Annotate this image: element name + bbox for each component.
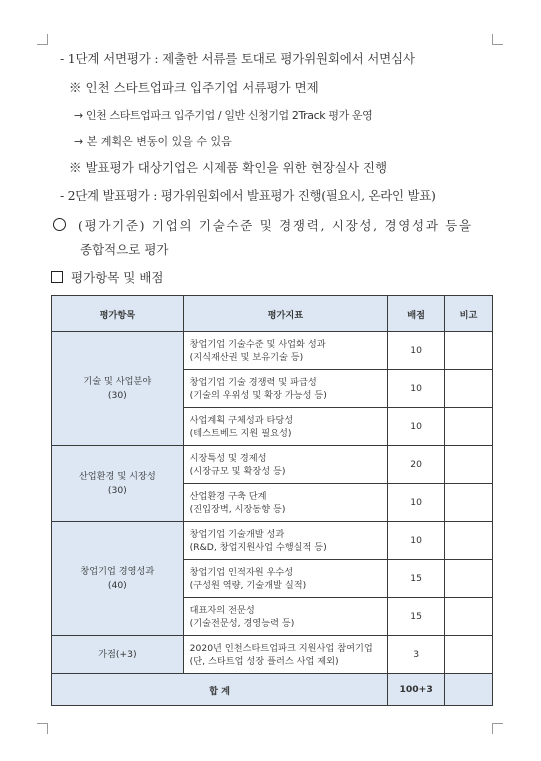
criteria-paragraph	[53, 216, 473, 234]
indicator-cell	[183, 484, 388, 522]
note-cell	[445, 636, 493, 674]
category-cell	[52, 332, 184, 446]
header-category: 평가항목	[52, 296, 184, 332]
score-cell: 10	[388, 522, 445, 560]
section-title-text: 평가항목 및 배점	[71, 270, 164, 285]
indicator-title: 창업기업 인적자원 우수성	[189, 566, 294, 578]
indicator-title: 시장특성 및 경제성	[189, 452, 267, 464]
category-name: 산업환경 및 시장성	[78, 470, 156, 482]
evaluation-table	[51, 295, 493, 706]
stage2-text: - 2단계 발표평가 : 평가위원회에서 발표평가 진행(필요시, 온라인 발표)	[60, 188, 436, 203]
indicator-detail: (지식재산권 및 보유기술 등)	[189, 351, 304, 363]
score-cell: 3	[388, 636, 445, 674]
section-title	[51, 268, 163, 286]
table-row	[52, 446, 493, 484]
note-cell	[445, 560, 493, 598]
category-name: 기술 및 사업분야	[83, 375, 152, 387]
indicator-detail: (구성원 역량, 기술개발 실적)	[189, 579, 307, 591]
table-header-row	[52, 296, 493, 332]
page-corner-mark	[492, 34, 503, 45]
indicator-title: 창업기업 기술수준 및 사업화 성과	[189, 338, 326, 350]
score-cell: 10	[388, 484, 445, 522]
indicator-cell	[183, 370, 388, 408]
page-corner-mark	[492, 723, 503, 734]
table-row	[52, 332, 493, 370]
header-indicator: 평가지표	[183, 296, 388, 332]
table-row	[52, 636, 493, 674]
indicator-cell	[183, 408, 388, 446]
note-2track-text: → 인천 스타트업파크 입주기업 / 일반 신청기업 2Track 평가 운영	[74, 109, 373, 122]
page-corner-mark	[37, 723, 48, 734]
note-cell	[445, 370, 493, 408]
indicator-cell	[183, 446, 388, 484]
total-label: 합 계	[52, 674, 388, 706]
criteria-text-1: (평가기준) 기업의 기술수준 및 경쟁력, 시장성, 경영성과 등을	[78, 218, 473, 233]
note-exempt-text: ※ 인천 스타트업파크 입주기업 서류평가 면제	[69, 80, 319, 95]
category-name: 가점(+3)	[98, 648, 137, 660]
indicator-cell	[183, 332, 388, 370]
indicator-cell	[183, 522, 388, 560]
category-cell	[52, 522, 184, 636]
indicator-detail: (기술의 우위성 및 확장 가능성 등)	[189, 389, 327, 401]
score-cell: 20	[388, 446, 445, 484]
indicator-title: 대표자의 전문성	[189, 604, 255, 616]
table-row	[52, 522, 493, 560]
stage1-text: - 1단계 서면평가 : 제출한 서류를 토대로 평가위원회에서 서면심사	[60, 51, 415, 66]
note-cell	[445, 332, 493, 370]
header-score: 배점	[388, 296, 445, 332]
score-cell: 15	[388, 598, 445, 636]
indicator-cell	[183, 560, 388, 598]
category-name: 창업기업 경영성과	[80, 565, 155, 577]
indicator-detail: (진입장벽, 시장동향 등)	[189, 503, 286, 515]
note-cell	[445, 522, 493, 560]
note-site-text: ※ 발표평가 대상기업은 시제품 확인을 위한 현장실사 진행	[69, 160, 388, 175]
indicator-detail: (R&D, 창업지원사업 수행실적 등)	[189, 541, 327, 553]
indicator-detail: (시장규모 및 확장성 등)	[189, 465, 286, 477]
category-points: (30)	[107, 389, 127, 401]
note-cell	[445, 408, 493, 446]
criteria-text-2: 종합적으로 평가	[80, 242, 169, 257]
indicator-detail: (기술전문성, 경영능력 등)	[189, 617, 295, 629]
category-points: (40)	[107, 579, 127, 591]
score-cell: 10	[388, 370, 445, 408]
indicator-detail: (테스트베드 지원 필요성)	[189, 427, 292, 439]
indicator-title: 창업기업 기술 경쟁력 및 파급성	[189, 376, 317, 388]
category-cell	[52, 446, 184, 522]
note-cell	[445, 484, 493, 522]
square-bullet-icon	[51, 271, 63, 283]
score-cell: 15	[388, 560, 445, 598]
circle-bullet-icon	[53, 218, 66, 231]
total-score: 100+3	[388, 674, 445, 706]
total-row	[52, 674, 493, 706]
indicator-detail: (단, 스타트업 성장 플러스 사업 제외)	[189, 655, 339, 667]
indicator-title: 창업기업 기술개발 성과	[189, 528, 285, 540]
score-cell: 10	[388, 332, 445, 370]
category-points: (30)	[107, 484, 127, 496]
category-cell	[52, 636, 184, 674]
indicator-cell	[183, 598, 388, 636]
note-cell	[445, 674, 493, 706]
header-note: 비고	[445, 296, 493, 332]
indicator-title: 사업계획 구체성과 타당성	[189, 414, 294, 426]
indicator-title: 산업환경 구축 단계	[189, 490, 267, 502]
note-cell	[445, 598, 493, 636]
note-cell	[445, 446, 493, 484]
note-change-text: → 본 계획은 변동이 있을 수 있음	[74, 135, 232, 148]
indicator-title: 2020년 인천스타트업파크 지원사업 참여기업	[189, 642, 373, 654]
score-cell: 10	[388, 408, 445, 446]
page-corner-mark	[37, 34, 48, 45]
indicator-cell	[183, 636, 388, 674]
